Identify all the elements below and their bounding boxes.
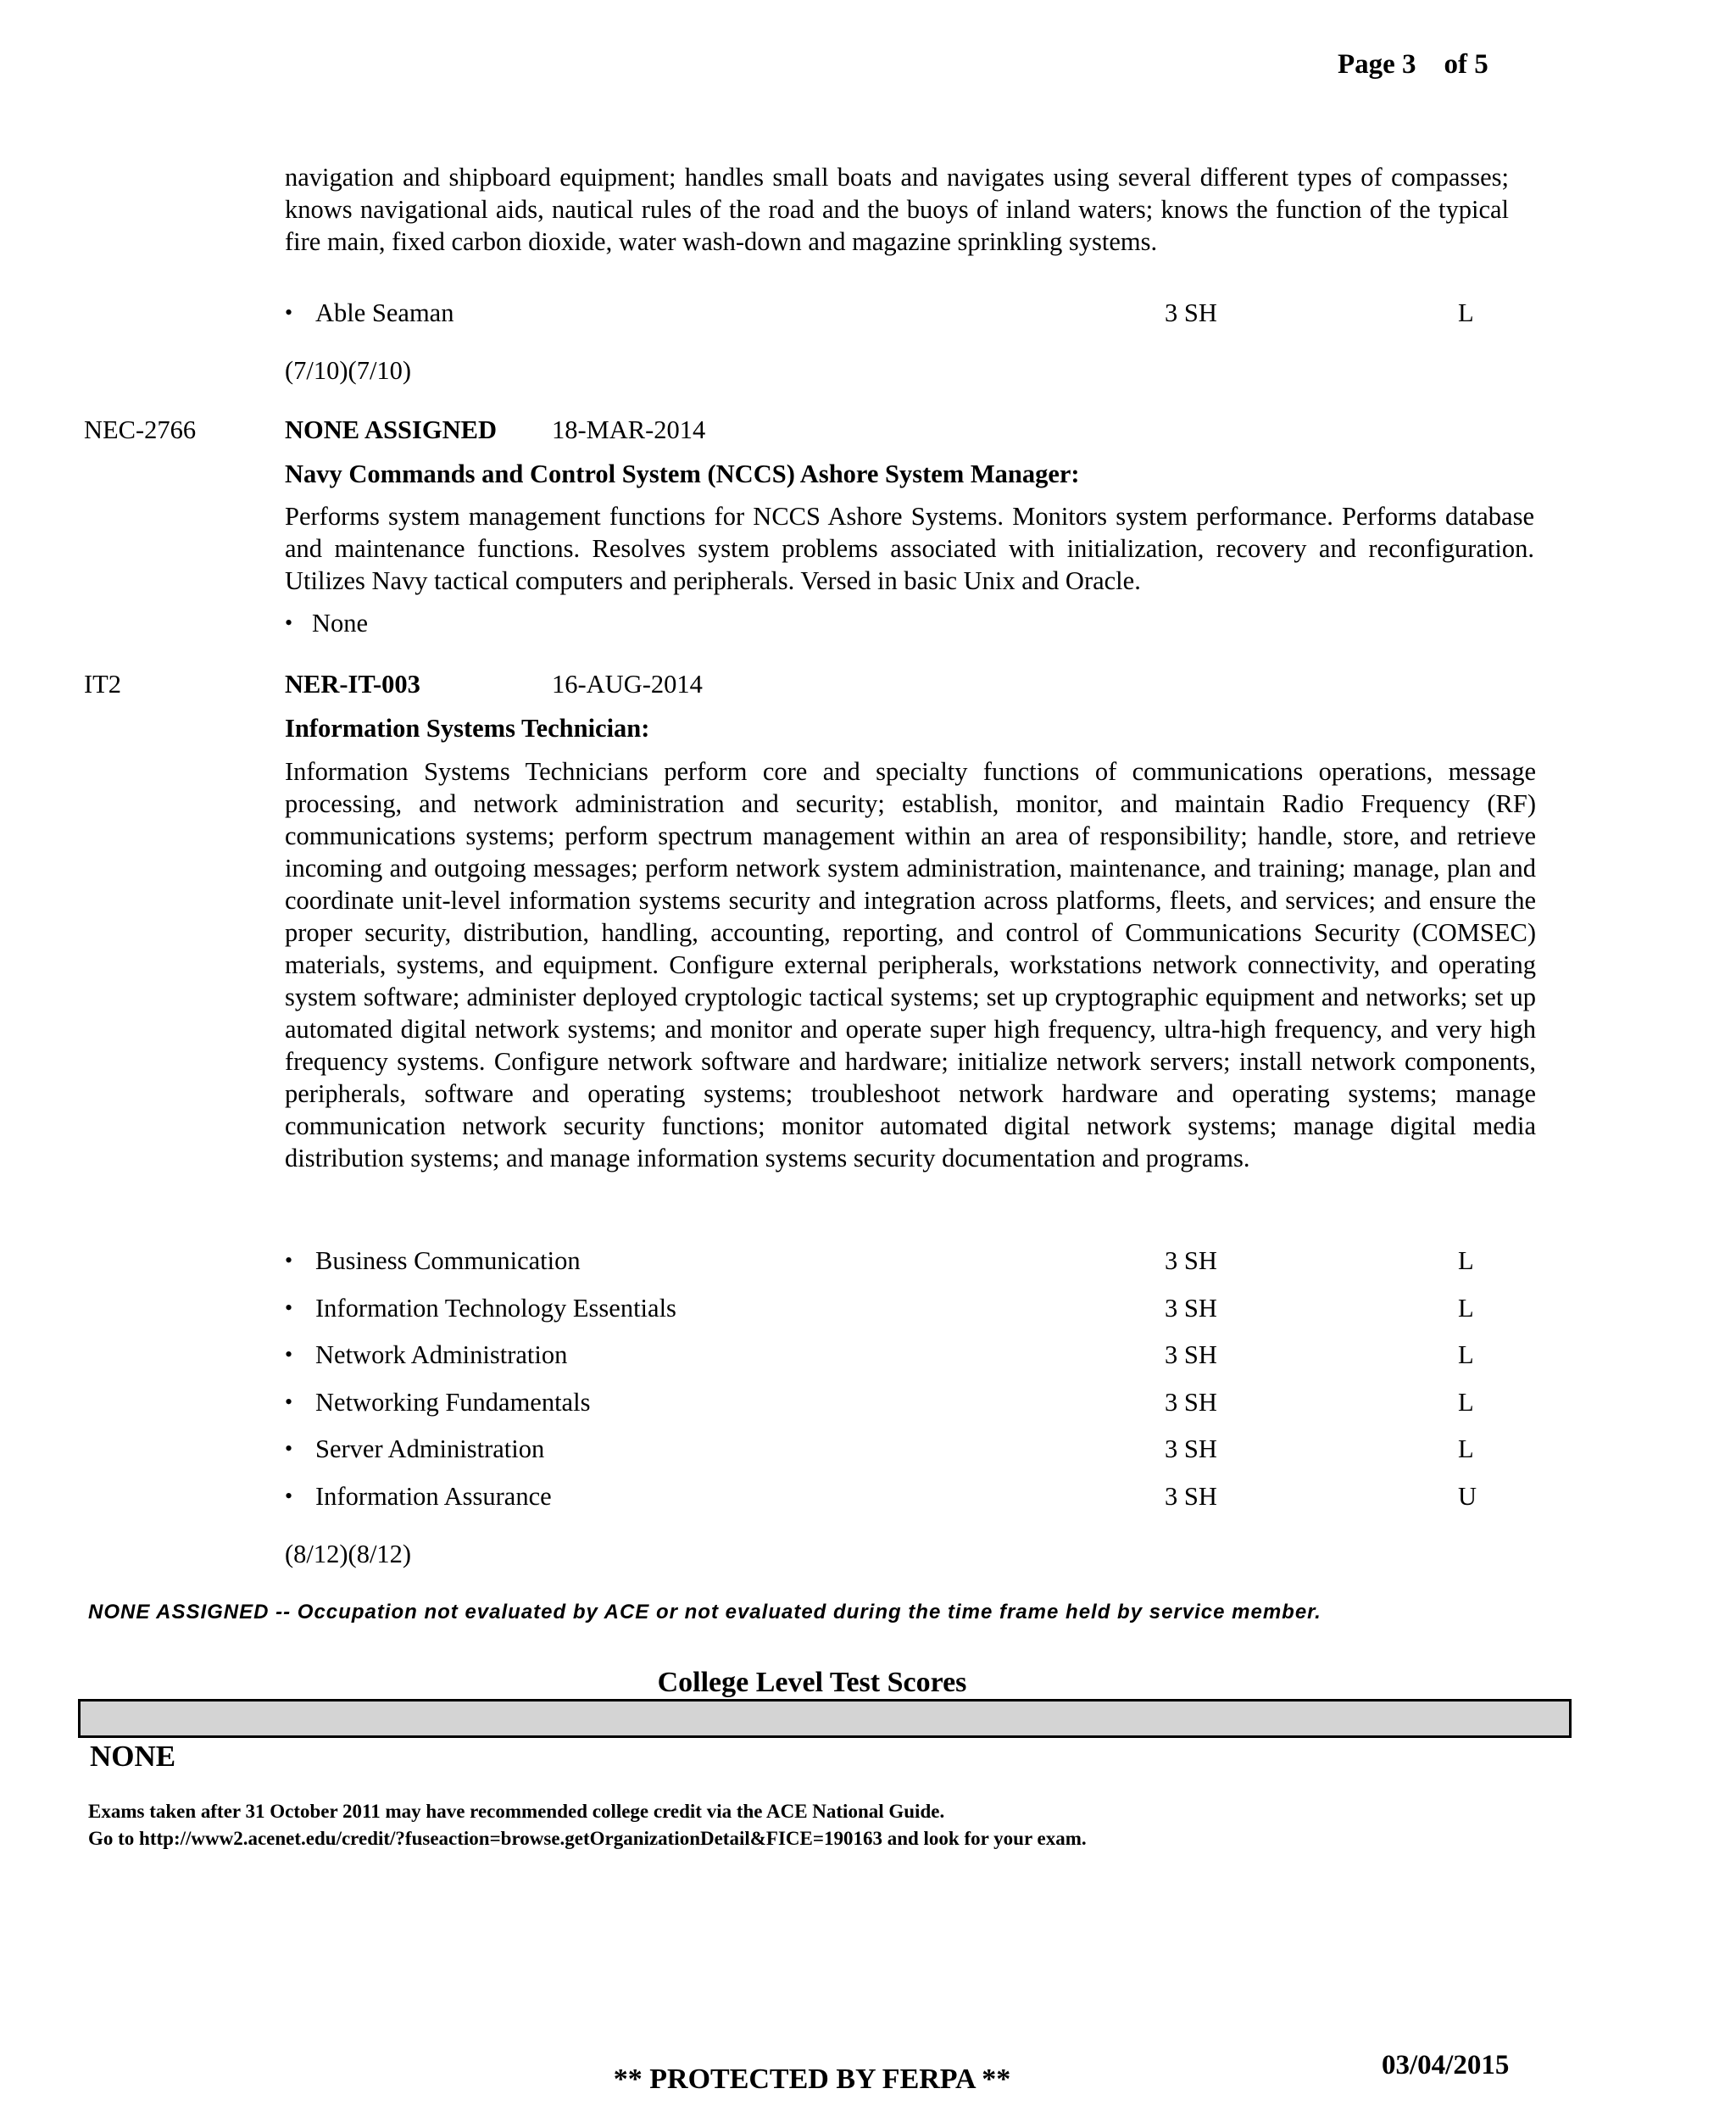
entry-date: 18-MAR-2014	[552, 415, 706, 444]
course-credit: 3 SH	[1165, 1340, 1217, 1369]
occupation-code: NEC-2766	[84, 415, 197, 444]
course-name: Networking Fundamentals	[315, 1388, 591, 1417]
test-scores-value: NONE	[90, 1740, 176, 1773]
none-assigned-footnote: NONE ASSIGNED -- Occupation not evaluated by ACE or not evaluated during the time frame held by service member.	[88, 1601, 1321, 1624]
course-level: U	[1458, 1482, 1477, 1511]
course-credit: 3 SH	[1165, 1482, 1217, 1511]
course-name: None	[312, 609, 369, 638]
course-name: Business Communication	[315, 1246, 581, 1275]
course-level: L	[1458, 1340, 1474, 1369]
bullet-icon: •	[285, 1295, 293, 1320]
course-name: Information Assurance	[315, 1482, 552, 1511]
exam-note-line1: Exams taken after 31 October 2011 may have recommended college credit via the ACE National Guide.	[88, 1801, 945, 1822]
ace-id: NONE ASSIGNED	[285, 415, 498, 444]
course-name: Information Technology Essentials	[315, 1294, 676, 1323]
bullet-icon: •	[285, 1342, 293, 1367]
occupation-description: Information Systems Technicians perform core and specialty functions of communications operations, message processing, and network administration and security; establish, monitor, and maintain Radio Frequency (RF) communications systems; perform spectrum management within an area of responsibility; handle, store, and retrieve incoming and outgoing messages; perform network system administration, maintenance, and training; manage, plan and coordinate unit-level information systems security and integration across platforms, fleets, and services; and ensure the proper security, distribution, handling, accounting, reporting, and control of Communications Security (COMSEC) materials, systems, and equipment. Configure external peripherals, workstations network connectivity, and operating system software; administer deployed cryptologic tactical systems; set up cryptographic equipment and networks; set up automated digital network systems; and monitor and operate super high frequency, ultra-high frequency, and very high frequency systems. Configure network software and hardware; initialize network servers; install network components, peripherals, software and operating systems; troubleshoot network hardware and operating systems; manage communication network security functions; monitor automated digital network systems; manage digital media distribution systems; and manage information systems security documentation and programs.	[285, 757, 1536, 1172]
course-row	[285, 607, 1505, 639]
ferpa-notice: ** PROTECTED BY FERPA **	[613, 2064, 1011, 2095]
course-level: L	[1458, 1246, 1474, 1275]
course-level: L	[1458, 1388, 1474, 1417]
bullet-icon: •	[285, 610, 293, 635]
footer-date: 03/04/2015	[1382, 2050, 1510, 2080]
course-row	[285, 297, 1505, 329]
bullet-icon: •	[285, 1436, 293, 1461]
page-number: Page 3 of 5	[1338, 49, 1488, 80]
course-credit: 3 SH	[1165, 1388, 1217, 1417]
course-name: Network Administration	[315, 1340, 568, 1369]
test-scores-header-bar	[78, 1699, 1572, 1738]
course-name: Server Administration	[315, 1434, 545, 1463]
bullet-icon: •	[285, 1390, 293, 1414]
ace-id: NER-IT-003	[285, 670, 420, 699]
course-level: L	[1458, 298, 1474, 327]
entry-dates: (8/12)(8/12)	[285, 1540, 412, 1568]
course-row	[285, 1292, 1505, 1324]
course-row	[285, 1245, 1505, 1277]
course-credit: 3 SH	[1165, 1246, 1217, 1275]
course-row	[285, 1339, 1505, 1371]
course-name: Able Seaman	[315, 298, 454, 327]
occupation-description: Performs system management functions for NCCS Ashore Systems. Monitors system performance. Performs database and maintenance functions. Resolves system problems associated with initialization, recovery and reconfiguration. Utilizes Navy tactical computers and peripherals. Versed in basic Unix and Oracle.	[285, 502, 1534, 595]
bullet-icon: •	[285, 1484, 293, 1508]
prev-entry-description: navigation and shipboard equipment; handles small boats and navigates using several different types of compasses; knows navigational aids, nautical rules of the road and the buoys of inland waters; knows the function of the typical fire main, fixed carbon dioxide, water wash-down and magazine sprinkling systems.	[285, 163, 1509, 256]
occupation-code: IT2	[84, 670, 122, 699]
test-scores-title: College Level Test Scores	[657, 1667, 967, 1698]
prev-entry-dates: (7/10)(7/10)	[285, 356, 412, 385]
course-credit: 3 SH	[1165, 298, 1217, 327]
occupation-title: Information Systems Technician:	[285, 714, 650, 743]
course-row	[285, 1433, 1505, 1465]
course-credit: 3 SH	[1165, 1294, 1217, 1323]
entry-date: 16-AUG-2014	[552, 670, 703, 699]
course-level: L	[1458, 1434, 1474, 1463]
occupation-title: Navy Commands and Control System (NCCS) Ashore System Manager:	[285, 459, 1080, 488]
course-credit: 3 SH	[1165, 1434, 1217, 1463]
course-level: L	[1458, 1294, 1474, 1323]
course-row	[285, 1480, 1505, 1512]
bullet-icon: •	[285, 1248, 293, 1273]
exam-note-line2: Go to http://www2.acenet.edu/credit/?fuseaction=browse.getOrganizationDetail&FICE=190163 and look for your exam.	[88, 1828, 1087, 1849]
bullet-icon: •	[285, 300, 293, 325]
course-row	[285, 1386, 1505, 1418]
